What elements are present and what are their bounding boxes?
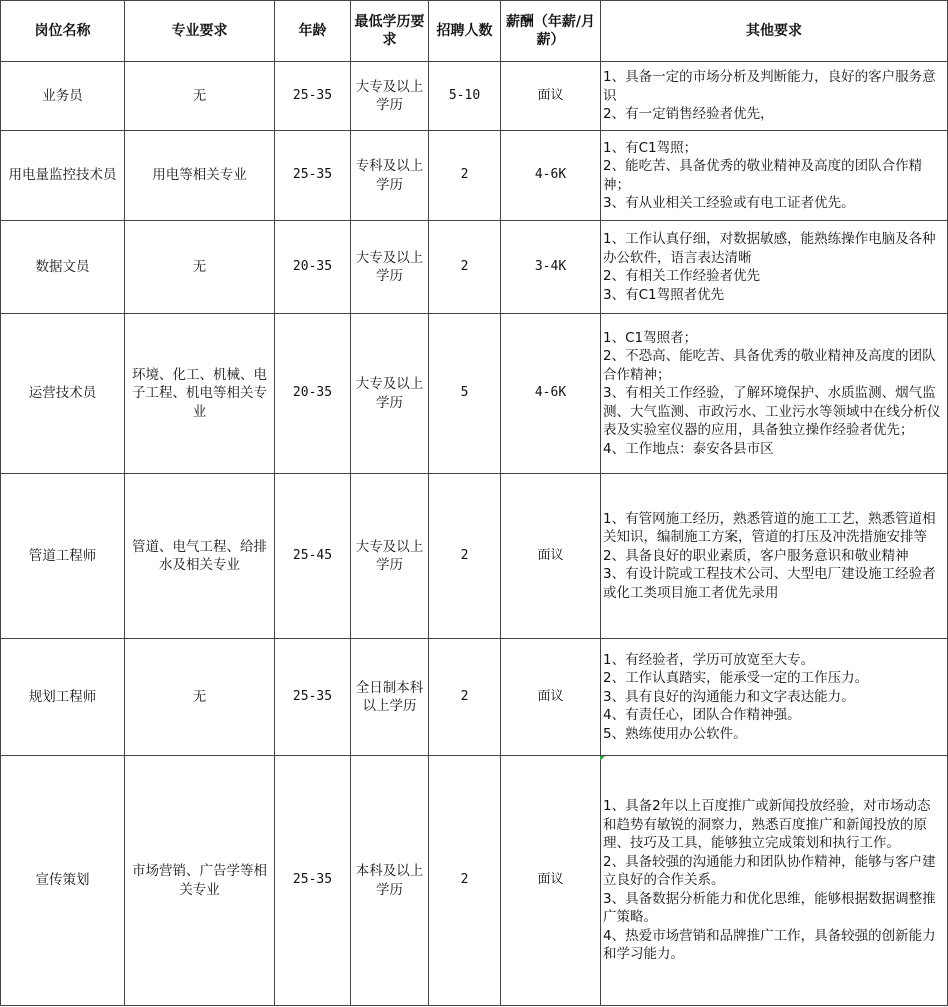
header-major: 专业要求	[125, 1, 275, 62]
requirement-line: 2、能吃苦、具备优秀的敬业精神及高度的团队合作精神；	[603, 158, 923, 193]
cell-major: 管道、电气工程、给排水及相关专业	[125, 474, 275, 639]
cell-salary: 面议	[501, 474, 601, 639]
cell-count: 2	[429, 474, 501, 639]
cell-salary: 面议	[501, 756, 601, 1006]
cell-count: 2	[429, 131, 501, 221]
cell-major: 环境、化工、机械、电子工程、机电等相关专业	[125, 314, 275, 474]
cell-education: 本科及以上学历	[351, 756, 429, 1006]
requirement-line: 2、具备较强的沟通能力和团队协作精神，能够与客户建立良好的合作关系。	[603, 853, 936, 889]
requirement-line: 4、有责任心，团队合作精神强。	[603, 707, 801, 724]
requirement-line: 1、有C1驾照；	[603, 139, 698, 156]
cell-age: 20-35	[275, 221, 351, 314]
cell-count: 5	[429, 314, 501, 474]
requirement-line: 1、工作认真仔细，对数据敏感，能熟练操作电脑及各种办公软件，语言表达清晰	[603, 231, 936, 266]
cell-age: 25-35	[275, 639, 351, 756]
cell-age: 25-35	[275, 62, 351, 131]
cell-education: 专科及以上学历	[351, 131, 429, 221]
cell-age: 25-35	[275, 131, 351, 221]
cell-position: 规划工程师	[1, 639, 125, 756]
header-other: 其他要求	[601, 1, 948, 62]
requirement-line: 1、有经验者，学历可放宽至大专。	[603, 651, 815, 668]
table-row	[1, 314, 948, 474]
cell-position: 业务员	[1, 62, 125, 131]
cell-major: 无	[125, 62, 275, 131]
header-salary: 薪酬（年薪/月薪）	[501, 1, 601, 62]
requirement-line: 4、热爱市场营销和品牌推广工作，具备较强的创新能力和学习能力。	[603, 927, 936, 963]
cell-count: 2	[429, 221, 501, 314]
table-row	[1, 131, 948, 221]
table-row	[1, 474, 948, 639]
cell-age: 20-35	[275, 314, 351, 474]
requirement-line: 2、有一定销售经验者优先，	[603, 106, 774, 123]
header-count: 招聘人数	[429, 1, 501, 62]
cell-salary: 4-6K	[501, 131, 601, 221]
header-row	[1, 1, 948, 62]
cell-salary: 4-6K	[501, 314, 601, 474]
requirement-line: 3、具有良好的沟通能力和文字表达能力。	[603, 688, 855, 705]
requirement-line: 2、具备良好的职业素质，客户服务意识和敬业精神	[603, 547, 909, 564]
cell-age: 25-45	[275, 474, 351, 639]
cell-education: 大专及以上学历	[351, 62, 429, 131]
cell-education: 大专及以上学历	[351, 314, 429, 474]
cell-count: 5-10	[429, 62, 501, 131]
cell-salary: 面议	[501, 62, 601, 131]
cell-major: 市场营销、广告学等相关专业	[125, 756, 275, 1006]
cell-salary: 面议	[501, 639, 601, 756]
header-position: 岗位名称	[1, 1, 125, 62]
requirement-line: 3、具备数据分析能力和优化思维，能够根据数据调整推广策略。	[603, 890, 936, 926]
requirement-line: 3、有从业相关工经验或有电工证者优先。	[603, 195, 855, 211]
cell-education: 大专及以上学历	[351, 221, 429, 314]
cell-other	[601, 221, 948, 314]
header-age: 年龄	[275, 1, 351, 62]
table-row	[1, 639, 948, 756]
cell-position: 用电量监控技术员	[1, 131, 125, 221]
requirement-line: 2、工作认真踏实，能承受一定的工作压力。	[603, 670, 869, 687]
requirement-line: 2、不恐高、能吃苦、具备优秀的敬业精神及高度的团队合作精神；	[603, 348, 936, 383]
cell-other	[601, 639, 948, 756]
cell-education: 全日制本科以上学历	[351, 639, 429, 756]
cell-age: 25-35	[275, 756, 351, 1006]
requirement-line: 1、有管网施工经历，熟悉管道的施工工艺，熟悉管道相关知识，编制施工方案，管道的打压及冲洗措施安排等	[603, 510, 936, 546]
table-row	[1, 221, 948, 314]
requirement-line: 3、有相关工作经验，了解环境保护、水质监测、烟气监测、大气监测、市政污水、工业污水等领域中在线分析仪表及实验室仪器的应用，具备独立操作经验者优先；	[603, 385, 941, 439]
requirement-line: 1、具备一定的市场分析及判断能力，良好的客户服务意识	[603, 69, 936, 104]
requirement-line: 5、熟练使用办公软件。	[603, 725, 747, 742]
requirement-line: 4、工作地点：泰安各县市区	[603, 440, 774, 457]
cell-other	[601, 756, 948, 1006]
requirement-line: 1、具备2年以上百度推广或新闻投放经验，对市场动态和趋势有敏锐的洞察力，熟悉百度推广和新闻投放的原理、技巧及工具，能够独立完成策划和执行工作。	[603, 798, 931, 852]
cell-comment-marker	[600, 756, 605, 761]
cell-other	[601, 131, 948, 221]
cell-count: 2	[429, 756, 501, 1006]
requirement-line: 2、有相关工作经验者优先	[603, 268, 761, 284]
cell-position: 运营技术员	[1, 314, 125, 474]
cell-major: 无	[125, 221, 275, 314]
table-body	[1, 62, 948, 1006]
cell-salary: 3-4K	[501, 221, 601, 314]
requirement-line: 1、C1驾照者；	[603, 329, 698, 346]
cell-position: 数据文员	[1, 221, 125, 314]
table-row	[1, 756, 948, 1006]
cell-major: 用电等相关专业	[125, 131, 275, 221]
cell-position: 管道工程师	[1, 474, 125, 639]
cell-other	[601, 314, 948, 474]
cell-education: 大专及以上学历	[351, 474, 429, 639]
requirement-line: 3、有设计院或工程技术公司、大型电厂建设施工经验者或化工类项目施工者优先录用	[603, 566, 936, 601]
cell-count: 2	[429, 639, 501, 756]
header-education: 最低学历要求	[351, 1, 429, 62]
cell-other	[601, 62, 948, 131]
cell-major: 无	[125, 639, 275, 756]
table-row	[1, 62, 948, 131]
cell-position: 宣传策划	[1, 756, 125, 1006]
requirement-line: 3、有C1驾照者优先	[603, 286, 725, 303]
cell-other	[601, 474, 948, 639]
